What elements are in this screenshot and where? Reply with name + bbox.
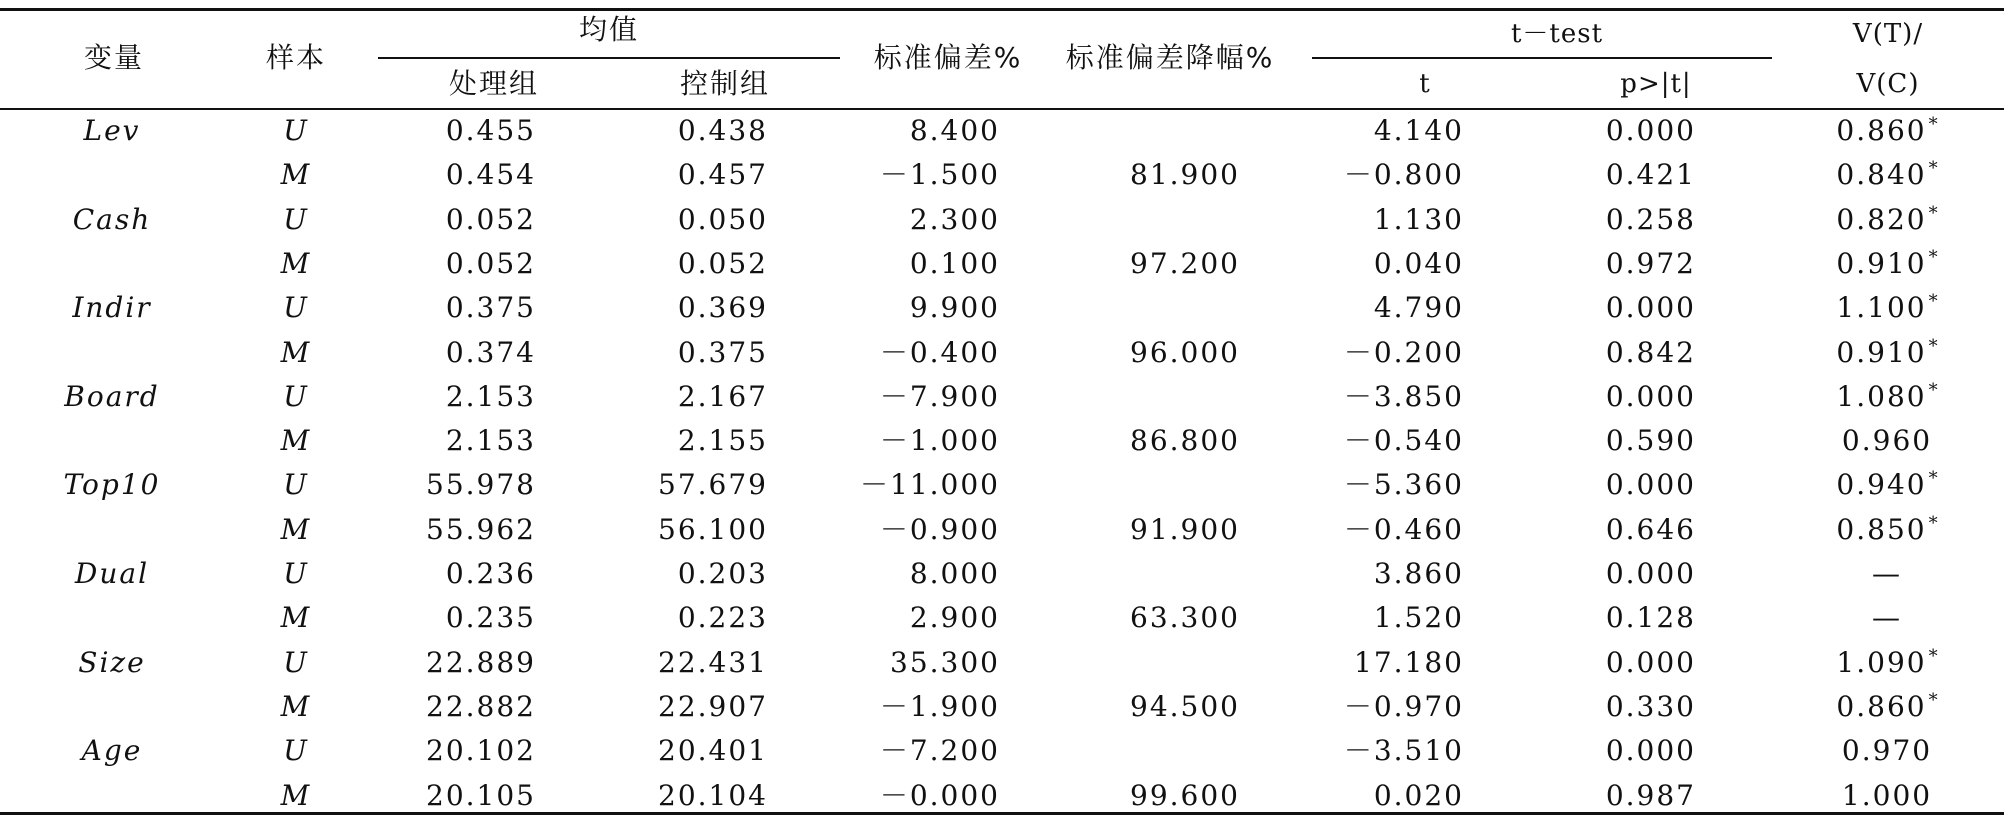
significance-star: * (1928, 512, 1940, 534)
cell-control-mean: 0.052 (677, 247, 768, 280)
significance-star: * (1928, 157, 1940, 179)
cell-p: 0.987 (1605, 779, 1696, 812)
cell-sample: U (283, 114, 309, 147)
header-p: p>|t| (1620, 69, 1692, 99)
variance-ratio-value: 1.000 (1841, 779, 1933, 812)
top-rule (0, 8, 2004, 11)
significance-star: * (1928, 335, 1940, 357)
cell-p: 0.421 (1605, 158, 1696, 191)
cell-sample: M (280, 158, 312, 191)
significance-star: * (1928, 246, 1940, 268)
header-ttest: t－test (1510, 19, 1604, 49)
cell-treatment-mean: 2.153 (445, 424, 536, 457)
cell-variance-ratio (1836, 157, 1940, 191)
variance-ratio-value: 0.860 (1836, 690, 1927, 723)
ttest-span-rule (1312, 57, 1772, 59)
cell-treatment-mean: 20.105 (426, 779, 536, 812)
cell-variance-ratio (1836, 335, 1940, 369)
cell-variance-ratio (1836, 689, 1940, 723)
cell-p: 0.000 (1605, 734, 1696, 767)
cell-treatment-mean: 0.235 (445, 601, 536, 634)
cell-control-mean: 0.457 (677, 158, 768, 191)
cell-t: 1.130 (1373, 203, 1464, 236)
cell-control-mean: 0.438 (677, 114, 768, 147)
cell-std-bias-reduction: 91.900 (1130, 513, 1240, 546)
cell-control-mean: 22.907 (658, 690, 768, 723)
cell-variance-ratio (1836, 113, 1940, 147)
cell-sample: M (280, 336, 312, 369)
cell-variable: Board (64, 380, 160, 413)
cell-p: 0.000 (1605, 557, 1696, 590)
cell-p: 0.330 (1605, 690, 1696, 723)
cell-treatment-mean: 55.978 (426, 468, 536, 501)
cell-p: 0.000 (1605, 291, 1696, 324)
cell-control-mean: 0.203 (677, 557, 768, 590)
significance-star: * (1928, 645, 1940, 667)
cell-std-bias: 8.400 (909, 114, 1000, 147)
cell-std-bias: －7.200 (879, 734, 1000, 767)
cell-variance-ratio (1836, 512, 1940, 546)
cell-t: －0.970 (1343, 690, 1464, 723)
cell-variable: Top10 (63, 468, 161, 501)
cell-std-bias: －0.900 (879, 513, 1000, 546)
cell-p: 0.646 (1605, 513, 1696, 546)
cell-t: 17.180 (1354, 646, 1464, 679)
cell-variance-ratio (1872, 557, 1904, 590)
cell-variance-ratio (1836, 379, 1940, 413)
cell-std-bias-reduction: 96.000 (1130, 336, 1240, 369)
variance-ratio-value: 0.940 (1836, 468, 1927, 501)
variance-ratio-value: 0.970 (1841, 734, 1933, 767)
variance-ratio-value: 1.090 (1836, 646, 1927, 679)
cell-std-bias: －0.400 (879, 336, 1000, 369)
cell-treatment-mean: 0.052 (445, 247, 536, 280)
cell-p: 0.000 (1605, 468, 1696, 501)
variance-ratio-value: 0.820 (1836, 203, 1927, 236)
variance-ratio-value: 1.080 (1836, 380, 1927, 413)
cell-std-bias-reduction: 97.200 (1130, 247, 1240, 280)
cell-sample: U (283, 380, 309, 413)
significance-star: * (1928, 467, 1940, 489)
header-mean: 均值 (578, 13, 640, 46)
cell-p: 0.842 (1605, 336, 1696, 369)
cell-p: 0.972 (1605, 247, 1696, 280)
header-sample: 样本 (265, 41, 327, 74)
cell-std-bias: 0.100 (909, 247, 1000, 280)
cell-variance-ratio (1872, 601, 1904, 634)
variance-ratio-value: 0.910 (1836, 336, 1927, 369)
cell-t: －5.360 (1343, 468, 1464, 501)
significance-star: * (1928, 290, 1940, 312)
variance-ratio-value: 0.840 (1836, 158, 1927, 191)
cell-p: 0.000 (1605, 646, 1696, 679)
cell-t: －0.200 (1343, 336, 1464, 369)
cell-t: 0.040 (1373, 247, 1464, 280)
variance-ratio-value: — (1872, 557, 1902, 590)
cell-t: 3.860 (1373, 557, 1464, 590)
cell-sample: U (283, 734, 309, 767)
cell-treatment-mean: 0.454 (445, 158, 536, 191)
cell-control-mean: 22.431 (658, 646, 768, 679)
cell-control-mean: 57.679 (658, 468, 768, 501)
cell-std-bias: －7.900 (879, 380, 1000, 413)
cell-p: 0.258 (1605, 203, 1696, 236)
cell-variance-ratio (1841, 424, 1934, 457)
header-rule (0, 108, 2004, 110)
cell-t: －3.850 (1343, 380, 1464, 413)
cell-treatment-mean: 0.375 (445, 291, 536, 324)
cell-control-mean: 0.369 (677, 291, 768, 324)
cell-p: 0.128 (1605, 601, 1696, 634)
cell-sample: U (283, 468, 309, 501)
cell-std-bias-reduction: 81.900 (1130, 158, 1240, 191)
cell-t: 4.140 (1373, 114, 1464, 147)
cell-std-bias: 2.300 (909, 203, 1000, 236)
cell-treatment-mean: 0.052 (445, 203, 536, 236)
cell-p: 0.000 (1605, 380, 1696, 413)
variance-ratio-value: 0.910 (1836, 247, 1927, 280)
cell-treatment-mean: 22.889 (426, 646, 536, 679)
header-std-bias-reduction: 标准偏差降幅% (1065, 41, 1275, 74)
cell-control-mean: 20.401 (658, 734, 768, 767)
cell-p: 0.590 (1605, 424, 1696, 457)
cell-sample: M (280, 424, 312, 457)
cell-std-bias: －1.000 (879, 424, 1000, 457)
bottom-rule (0, 812, 2004, 815)
cell-treatment-mean: 0.374 (445, 336, 536, 369)
cell-variable: Dual (74, 557, 150, 590)
cell-std-bias: －1.500 (879, 158, 1000, 191)
cell-control-mean: 0.375 (677, 336, 768, 369)
cell-t: 4.790 (1373, 291, 1464, 324)
cell-treatment-mean: 22.882 (426, 690, 536, 723)
cell-variance-ratio (1836, 467, 1940, 501)
cell-sample: U (283, 291, 309, 324)
cell-sample: M (280, 601, 312, 634)
variance-ratio-value: 0.960 (1841, 424, 1933, 457)
header-control: 控制组 (679, 67, 771, 100)
cell-variance-ratio (1836, 645, 1940, 679)
cell-variable: Size (78, 646, 146, 679)
variance-ratio-value: — (1872, 601, 1902, 634)
cell-std-bias: 8.000 (909, 557, 1000, 590)
cell-control-mean: 0.050 (677, 203, 768, 236)
cell-t: －0.540 (1343, 424, 1464, 457)
cell-p: 0.000 (1605, 114, 1696, 147)
significance-star: * (1928, 689, 1940, 711)
cell-t: －0.460 (1343, 513, 1464, 546)
cell-std-bias: －1.900 (879, 690, 1000, 723)
header-std-bias: 标准偏差% (873, 41, 1023, 74)
cell-treatment-mean: 2.153 (445, 380, 536, 413)
cell-t: 1.520 (1373, 601, 1464, 634)
cell-control-mean: 2.155 (677, 424, 768, 457)
variance-ratio-value: 1.100 (1836, 291, 1927, 324)
cell-sample: M (280, 513, 312, 546)
cell-treatment-mean: 0.455 (445, 114, 536, 147)
cell-t: －0.800 (1343, 158, 1464, 191)
header-vr-bottom: V(C) (1856, 69, 1920, 99)
variance-ratio-value: 0.860 (1836, 114, 1927, 147)
cell-treatment-mean: 55.962 (426, 513, 536, 546)
cell-std-bias: 9.900 (909, 291, 1000, 324)
cell-variance-ratio (1841, 779, 1934, 812)
header-vr-top: V(T)/ (1852, 19, 1924, 49)
cell-std-bias-reduction: 63.300 (1130, 601, 1240, 634)
cell-sample: U (283, 203, 309, 236)
cell-std-bias-reduction: 99.600 (1130, 779, 1240, 812)
cell-std-bias-reduction: 86.800 (1130, 424, 1240, 457)
header-treatment: 处理组 (448, 67, 540, 100)
cell-variable: Age (81, 734, 143, 767)
significance-star: * (1928, 113, 1940, 135)
cell-variable: Cash (72, 203, 152, 236)
significance-star: * (1928, 202, 1940, 224)
cell-variance-ratio (1836, 290, 1940, 324)
header-t: t (1419, 69, 1431, 99)
cell-sample: M (280, 779, 312, 812)
mean-span-rule (378, 57, 840, 59)
variance-ratio-value: 0.850 (1836, 513, 1927, 546)
cell-variance-ratio (1841, 734, 1934, 767)
cell-sample: U (283, 646, 309, 679)
cell-variance-ratio (1836, 246, 1940, 280)
cell-std-bias: 2.900 (909, 601, 1000, 634)
cell-sample: M (280, 690, 312, 723)
cell-variance-ratio (1836, 202, 1940, 236)
cell-t: －3.510 (1343, 734, 1464, 767)
cell-std-bias-reduction: 94.500 (1130, 690, 1240, 723)
significance-star: * (1928, 379, 1940, 401)
cell-control-mean: 56.100 (658, 513, 768, 546)
cell-t: 0.020 (1373, 779, 1464, 812)
header-variable: 变量 (83, 41, 145, 74)
cell-variable: Indir (72, 291, 152, 324)
cell-sample: M (280, 247, 312, 280)
cell-std-bias: －11.000 (860, 468, 1000, 501)
cell-sample: U (283, 557, 309, 590)
cell-control-mean: 2.167 (677, 380, 768, 413)
cell-treatment-mean: 0.236 (445, 557, 536, 590)
cell-treatment-mean: 20.102 (426, 734, 536, 767)
cell-control-mean: 0.223 (677, 601, 768, 634)
cell-control-mean: 20.104 (658, 779, 768, 812)
cell-std-bias: 35.300 (890, 646, 1000, 679)
cell-std-bias: －0.000 (879, 779, 1000, 812)
cell-variable: Lev (83, 114, 141, 147)
